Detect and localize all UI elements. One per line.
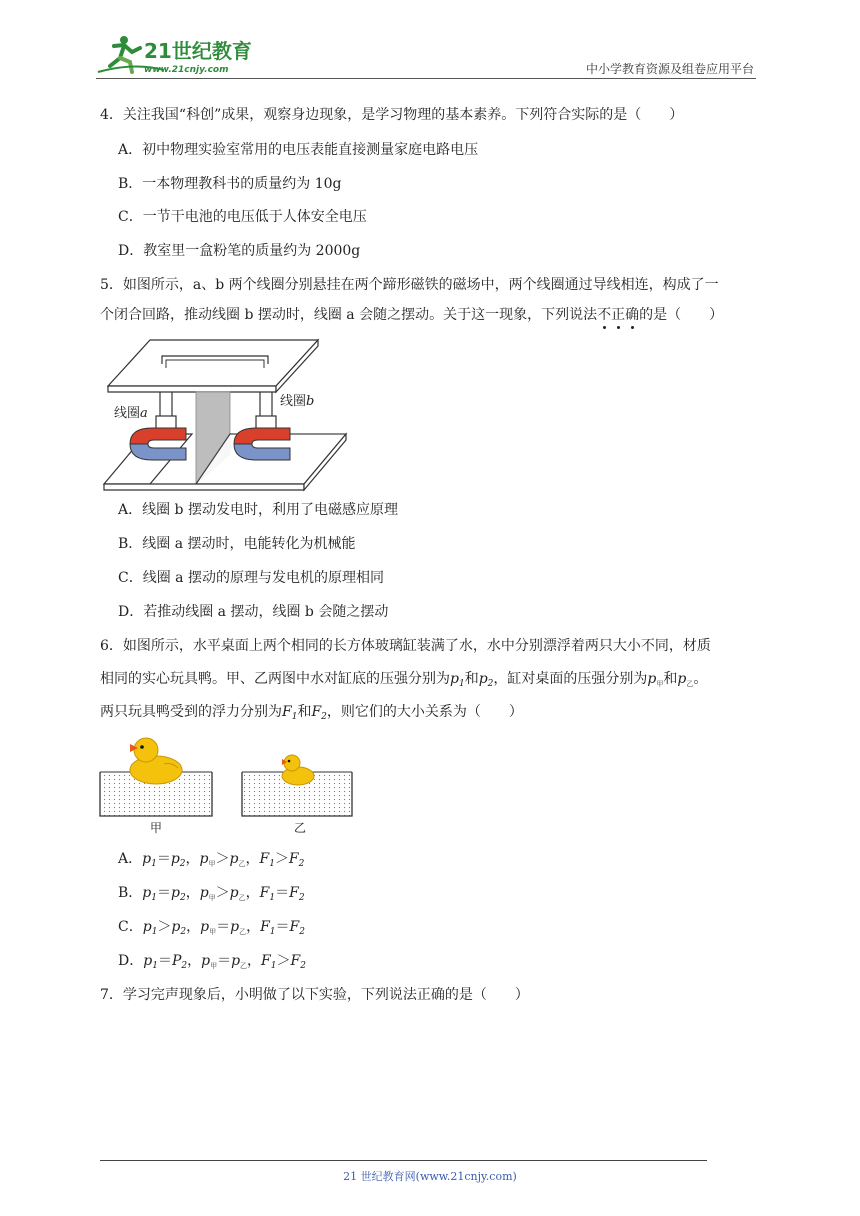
footer-divider — [100, 1160, 707, 1161]
q4-stem: 4．关注我国“科创”成果，观察身边现象，是学习物理的基本素养。下列符合实际的是（ ） — [100, 107, 684, 123]
svg-text:21世纪教育: 21世纪教育 — [144, 39, 252, 63]
footer-site: 21 世纪教育网(www.21cnjy.com) — [343, 1170, 517, 1183]
q6-stem-line2: 相同的实心玩具鸭。甲、乙两图中水对缸底的压强分别为$p_1$和$p_2$，缸对桌面的压强分别为$p_甲$和$p_乙$。 — [100, 671, 708, 689]
q4-option-d: D．教室里一盒粉笔的质量约为 2000g — [118, 243, 361, 259]
q5-option-a: A．线圈 b 摆动发电时，利用了电磁感应原理 — [118, 502, 398, 518]
q5-stem-line2: 个闭合回路，推动线圈 b 摆动时，线圈 a 会随之摆动。关于这一现象，下列说法不正确的是（ ） — [100, 307, 724, 323]
page-header — [0, 0, 860, 90]
q6-tanks-figure — [98, 734, 358, 838]
q5-option-b: B．线圈 a 摆动时，电能转化为机械能 — [118, 536, 356, 552]
coil-a-label: 线圈a — [114, 402, 148, 421]
q5-option-c: C．线圈 a 摆动的原理与发电机的原理相同 — [118, 570, 384, 586]
logo-graphic — [94, 32, 254, 76]
q4-option-c: C．一节干电池的电压低于人体安全电压 — [118, 209, 367, 225]
q6-stem-line1: 6．如图所示，水平桌面上两个相同的长方体玻璃缸装满了水，水中分别漂浮着两只大小不同，材质 — [100, 638, 711, 654]
tank-caption-yi: 乙 — [294, 821, 307, 835]
q6-option-a: A．$p_1=p_2$，$p_甲>p_乙$，$F_1>F_2$ — [118, 851, 305, 869]
q4-option-a: A．初中物理实验室常用的电压表能直接测量家庭电路电压 — [118, 142, 479, 158]
q4-option-b: B．一本物理教科书的质量约为 10g — [118, 176, 342, 192]
q5-option-d: D．若推动线圈 a 摆动，线圈 b 会随之摆动 — [118, 604, 389, 620]
q6-option-d: D．$p_1=P_2$，$p_甲=p_乙$，$F_1>F_2$ — [118, 953, 306, 971]
q6-stem-line3: 两只玩具鸭受到的浮力分别为$F_1$和$F_2$，则它们的大小关系为（ ） — [100, 704, 523, 722]
small-duck-icon — [282, 755, 314, 785]
q6-option-b: B．$p_1=p_2$，$p_甲>p_乙$，$F_1=F_2$ — [118, 885, 305, 903]
header-platform-title: 中小学教育资源及组卷应用平台 — [585, 62, 754, 76]
logo — [94, 32, 254, 80]
tank-caption-jia: 甲 — [150, 821, 163, 835]
big-duck-icon — [130, 738, 182, 784]
q6-option-c: C．$p_1>p_2$，$p_甲=p_乙$，$F_1=F_2$ — [118, 919, 305, 937]
q5-coil-magnet-figure — [100, 336, 350, 494]
coil-b-label: 线圈b — [280, 390, 314, 409]
q5-stem-line1: 5．如图所示，a、b 两个线圈分别悬挂在两个蹄形磁铁的磁场中，两个线圈通过导线相连，构成了一 — [100, 277, 719, 293]
q7-stem: 7．学习完声现象后，小明做了以下实验，下列说法正确的是（ ） — [100, 987, 529, 1003]
header-divider — [96, 78, 756, 79]
svg-text:www.21cnjy.com: www.21cnjy.com — [144, 65, 229, 75]
